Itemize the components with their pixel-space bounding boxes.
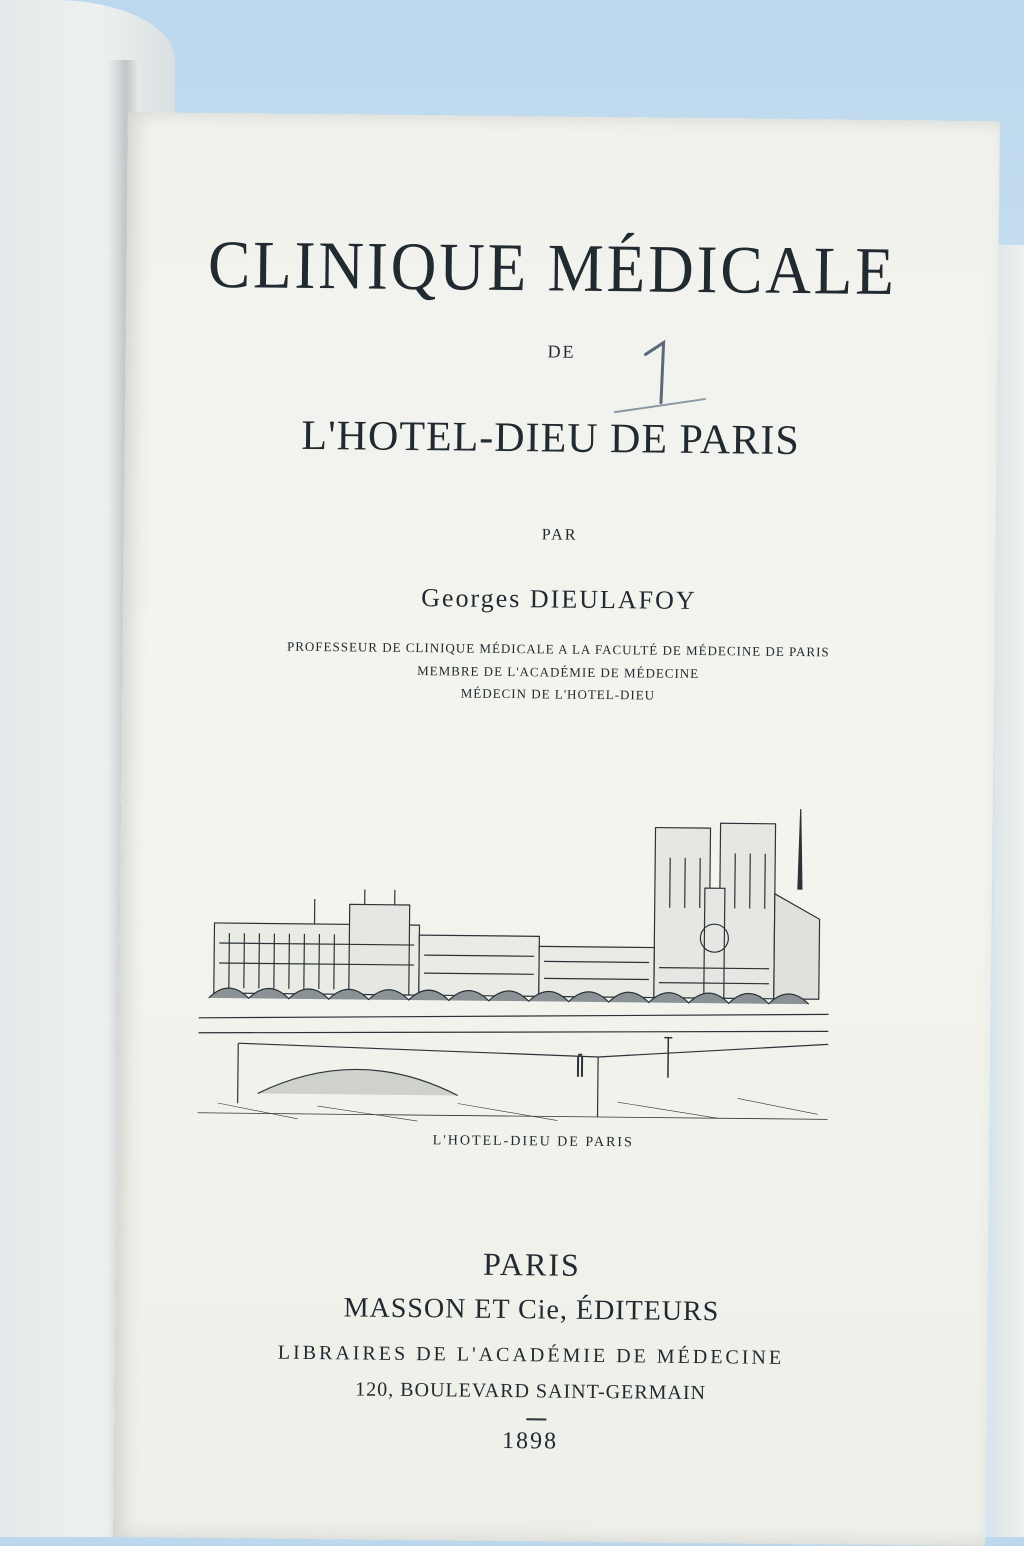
handwritten-mark-icon <box>605 332 716 423</box>
imprint-address: 120, BOULEVARD SAINT-GERMAIN <box>355 1378 707 1405</box>
by-line: PAR <box>541 526 578 544</box>
imprint-divider <box>526 1418 546 1420</box>
imprint-libraries: LIBRAIRES DE L'ACADÉMIE DE MÉDECINE <box>277 1341 785 1369</box>
author-credential: MÉDECIN DE L'HOTEL-DIEU <box>460 685 656 703</box>
book-title: CLINIQUE MÉDICALE <box>207 225 898 310</box>
imprint-year: 1898 <box>501 1427 559 1455</box>
author-credential: MEMBRE DE L'ACADÉMIE DE MÉDECINE <box>417 663 700 682</box>
author-name: Georges DIEULAFOY <box>421 583 697 615</box>
author-credential: PROFESSEUR DE CLINIQUE MÉDICALE A LA FACULTÉ DE MÉDECINE DE PARIS <box>286 638 830 660</box>
engraving-hotel-dieu-notre-dame-icon <box>197 793 830 1130</box>
imprint-publisher: MASSON ET Cie, ÉDITEURS <box>343 1292 720 1328</box>
next-page-edge <box>994 245 1024 1537</box>
imprint-city: PARIS <box>482 1245 582 1283</box>
title-connector: DE <box>547 341 576 362</box>
book-subtitle: L'HOTEL-DIEU DE PARIS <box>301 412 800 465</box>
illustration-caption: L'HOTEL-DIEU DE PARIS <box>432 1133 634 1151</box>
title-page <box>113 112 1000 1546</box>
